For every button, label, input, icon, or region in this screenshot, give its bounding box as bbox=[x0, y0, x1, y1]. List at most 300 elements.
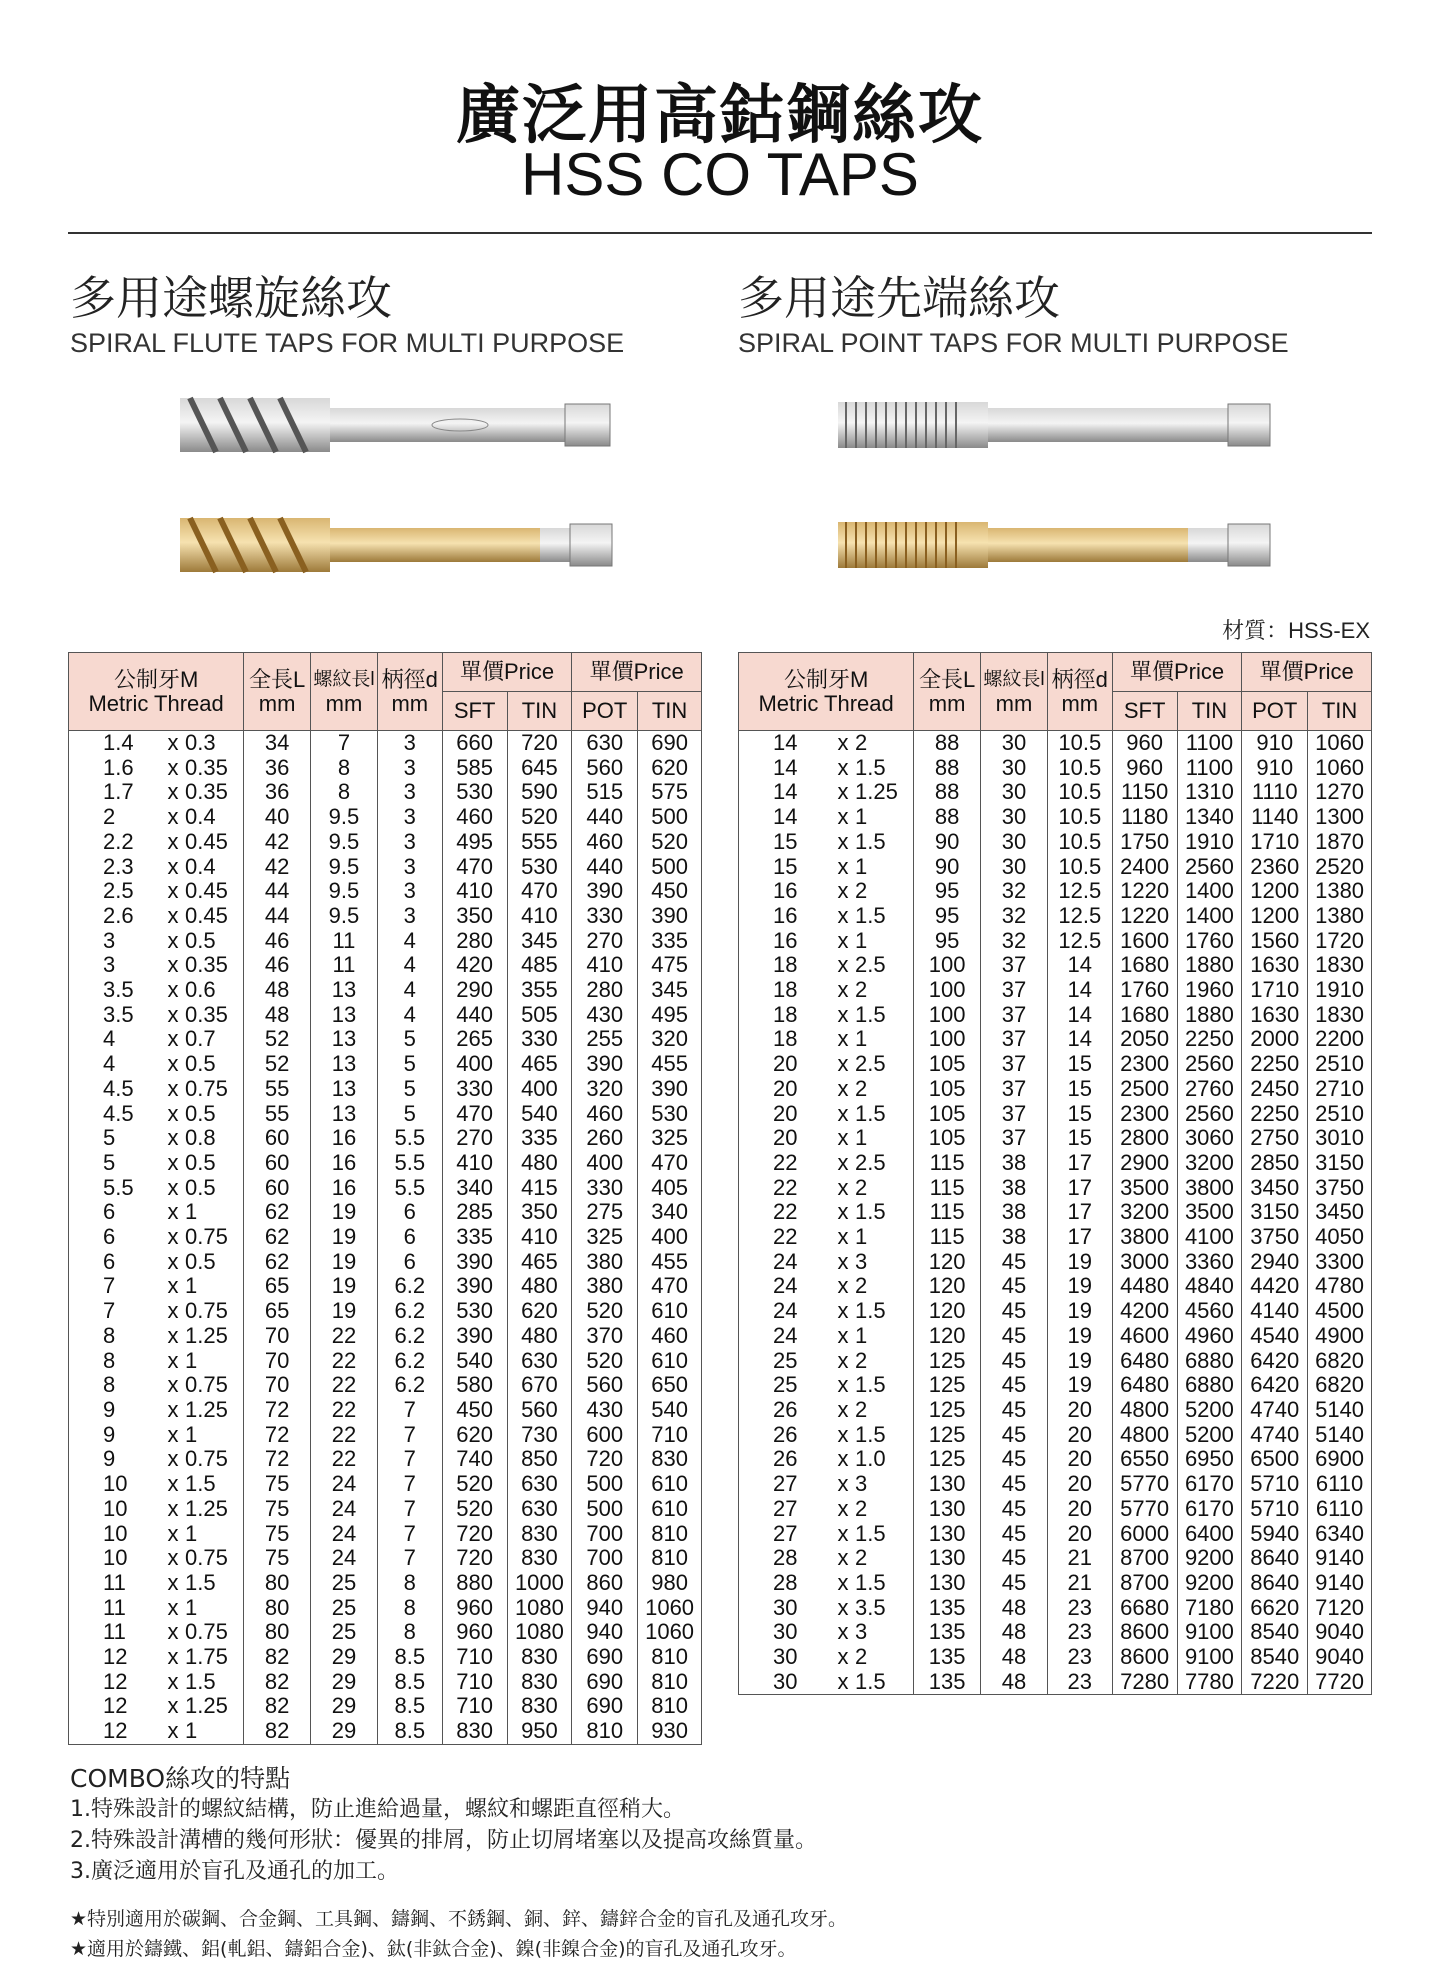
price-sft-cell: 2900 bbox=[1112, 1151, 1177, 1176]
thread-pitch: 2 bbox=[855, 730, 868, 755]
shank-cell: 10.5 bbox=[1047, 731, 1112, 756]
table-row bbox=[739, 1003, 1372, 1028]
table-row bbox=[739, 1052, 1372, 1077]
thread-diameter: 27 bbox=[773, 1472, 798, 1497]
length-cell: 100 bbox=[914, 1003, 981, 1028]
table-row bbox=[69, 1200, 702, 1225]
thread-pitch: 2 bbox=[855, 978, 868, 1003]
price-pot-cell: 8540 bbox=[1242, 1645, 1308, 1670]
col-header-length-unit: mm bbox=[258, 690, 296, 716]
price-pot-cell: 2360 bbox=[1242, 855, 1308, 880]
col-header-tin-1: TIN bbox=[507, 692, 572, 731]
price-tin-cell: 1400 bbox=[1177, 904, 1242, 929]
thread-diameter: 7 bbox=[103, 1274, 116, 1299]
thread-length-cell: 13 bbox=[311, 1027, 378, 1052]
thread-separator: x bbox=[837, 1595, 849, 1620]
shank-cell: 7 bbox=[377, 1398, 442, 1423]
price-sft-cell: 290 bbox=[442, 978, 507, 1003]
price-sft-cell: 530 bbox=[442, 780, 507, 805]
price-tin-cell: 3060 bbox=[1177, 1126, 1242, 1151]
table-row bbox=[739, 1645, 1372, 1670]
thread-pitch: 0.75 bbox=[185, 1447, 228, 1472]
table-row bbox=[69, 1398, 702, 1423]
shank-cell: 20 bbox=[1047, 1398, 1112, 1423]
price-tin-cell: 9100 bbox=[1177, 1620, 1242, 1645]
price-tin-cell: 4100 bbox=[1177, 1225, 1242, 1250]
shank-cell: 3 bbox=[377, 855, 442, 880]
price-pot-cell: 400 bbox=[572, 1151, 638, 1176]
price-pot-cell: 860 bbox=[572, 1571, 638, 1596]
length-cell: 100 bbox=[914, 953, 981, 978]
price-sft-cell: 960 bbox=[442, 1596, 507, 1621]
price-tin-cell: 9100 bbox=[1177, 1645, 1242, 1670]
price-sft-cell: 520 bbox=[442, 1472, 507, 1497]
thread-diameter: 27 bbox=[773, 1496, 798, 1521]
shank-cell: 5 bbox=[377, 1027, 442, 1052]
thread-size-cell bbox=[69, 879, 244, 904]
length-cell: 95 bbox=[914, 904, 981, 929]
length-cell: 60 bbox=[244, 1176, 311, 1201]
thread-pitch: 2 bbox=[855, 1274, 868, 1299]
thread-length-cell: 37 bbox=[981, 1027, 1048, 1052]
length-cell: 105 bbox=[914, 1077, 981, 1102]
table-row bbox=[69, 1003, 702, 1028]
thread-separator: x bbox=[837, 780, 849, 805]
price-tin-cell: 410 bbox=[507, 1225, 572, 1250]
price-tin2-cell: 1380 bbox=[1308, 879, 1372, 904]
price-pot-cell: 5940 bbox=[1242, 1522, 1308, 1547]
thread-separator: x bbox=[167, 1150, 179, 1175]
thread-diameter: 14 bbox=[773, 730, 798, 755]
col-header-thread-length bbox=[981, 653, 1048, 731]
thread-length-cell: 37 bbox=[981, 1003, 1048, 1028]
thread-diameter: 16 bbox=[773, 879, 798, 904]
shank-cell: 19 bbox=[1047, 1373, 1112, 1398]
table-row bbox=[739, 731, 1372, 756]
price-tin2-cell: 610 bbox=[638, 1349, 702, 1374]
thread-length-cell: 16 bbox=[311, 1151, 378, 1176]
price-pot-cell: 1710 bbox=[1242, 830, 1308, 855]
length-cell: 36 bbox=[244, 780, 311, 805]
thread-diameter: 10 bbox=[103, 1472, 128, 1497]
table-row bbox=[739, 1670, 1372, 1695]
price-sft-cell: 1750 bbox=[1112, 830, 1177, 855]
table-row bbox=[739, 1151, 1372, 1176]
thread-pitch: 2 bbox=[855, 1645, 868, 1670]
thread-length-cell: 24 bbox=[311, 1546, 378, 1571]
thread-size-cell bbox=[739, 1003, 914, 1028]
price-pot-cell: 630 bbox=[572, 731, 638, 756]
price-sft-cell: 1680 bbox=[1112, 953, 1177, 978]
shank-cell: 15 bbox=[1047, 1102, 1112, 1127]
thread-size-cell bbox=[69, 1176, 244, 1201]
price-tin-cell: 355 bbox=[507, 978, 572, 1003]
price-sft-cell: 4200 bbox=[1112, 1299, 1177, 1324]
thread-length-cell: 45 bbox=[981, 1571, 1048, 1596]
price-sft-cell: 330 bbox=[442, 1077, 507, 1102]
thread-size-cell bbox=[69, 1398, 244, 1423]
thread-size-cell bbox=[69, 904, 244, 929]
price-pot-cell: 690 bbox=[572, 1694, 638, 1719]
thread-pitch: 1.25 bbox=[185, 1694, 228, 1719]
thread-size-cell bbox=[739, 1225, 914, 1250]
price-pot-cell: 1200 bbox=[1242, 904, 1308, 929]
price-pot-cell: 1630 bbox=[1242, 953, 1308, 978]
price-pot-cell: 810 bbox=[572, 1719, 638, 1744]
shank-cell: 19 bbox=[1047, 1299, 1112, 1324]
thread-pitch: 1 bbox=[855, 928, 868, 953]
table-row bbox=[69, 1324, 702, 1349]
thread-pitch: 1 bbox=[185, 1200, 198, 1225]
price-tin2-cell: 540 bbox=[638, 1398, 702, 1423]
thread-separator: x bbox=[167, 1719, 179, 1744]
feature-item: 2.特殊設計溝槽的幾何形狀：優異的排屑，防止切屑堵塞以及提高攻絲質量。 bbox=[70, 1828, 817, 1853]
price-pot-cell: 560 bbox=[572, 1373, 638, 1398]
price-tin-cell: 4960 bbox=[1177, 1324, 1242, 1349]
thread-length-cell: 9.5 bbox=[311, 879, 378, 904]
price-sft-cell: 1220 bbox=[1112, 904, 1177, 929]
price-tin2-cell: 530 bbox=[638, 1102, 702, 1127]
thread-size-cell bbox=[69, 1497, 244, 1522]
table-row bbox=[69, 1670, 702, 1695]
thread-pitch: 0.5 bbox=[185, 1052, 216, 1077]
thread-diameter: 12 bbox=[103, 1645, 128, 1670]
thread-length-cell: 30 bbox=[981, 830, 1048, 855]
thread-pitch: 1.25 bbox=[855, 780, 898, 805]
length-cell: 42 bbox=[244, 855, 311, 880]
thread-size-cell bbox=[739, 1027, 914, 1052]
price-sft-cell: 8700 bbox=[1112, 1571, 1177, 1596]
thread-size-cell bbox=[739, 1546, 914, 1571]
thread-pitch: 1 bbox=[185, 1274, 198, 1299]
length-cell: 88 bbox=[914, 756, 981, 781]
price-tin-cell: 830 bbox=[507, 1546, 572, 1571]
length-cell: 95 bbox=[914, 929, 981, 954]
thread-size-cell bbox=[69, 1299, 244, 1324]
length-cell: 55 bbox=[244, 1102, 311, 1127]
price-tin2-cell: 3010 bbox=[1308, 1126, 1372, 1151]
table-row bbox=[739, 904, 1372, 929]
price-tin2-cell: 6110 bbox=[1308, 1497, 1372, 1522]
thread-size-cell bbox=[739, 805, 914, 830]
col-header-thread-zh: 公制牙M bbox=[783, 666, 869, 692]
thread-diameter: 22 bbox=[773, 1225, 798, 1250]
shank-cell: 6.2 bbox=[377, 1324, 442, 1349]
length-cell: 125 bbox=[914, 1423, 981, 1448]
thread-separator: x bbox=[167, 1200, 179, 1225]
thread-length-cell: 11 bbox=[311, 929, 378, 954]
thread-pitch: 0.35 bbox=[185, 953, 228, 978]
feature-item: 1.特殊設計的螺紋結構，防止進給過量，螺紋和螺距直徑稍大。 bbox=[70, 1797, 685, 1822]
length-cell: 90 bbox=[914, 830, 981, 855]
spiral-flute-tap-gold-image bbox=[180, 512, 620, 578]
thread-size-cell bbox=[739, 1250, 914, 1275]
shank-cell: 21 bbox=[1047, 1546, 1112, 1571]
thread-length-cell: 22 bbox=[311, 1349, 378, 1374]
thread-pitch: 3 bbox=[855, 1472, 868, 1497]
thread-length-cell: 30 bbox=[981, 756, 1048, 781]
col-header-thread-length-zh: 螺紋長l bbox=[313, 668, 375, 690]
price-pot-cell: 460 bbox=[572, 1102, 638, 1127]
thread-diameter: 3.5 bbox=[103, 978, 134, 1003]
length-cell: 46 bbox=[244, 953, 311, 978]
thread-separator: x bbox=[167, 854, 179, 879]
table-row bbox=[69, 879, 702, 904]
thread-pitch: 3 bbox=[855, 1620, 868, 1645]
length-cell: 120 bbox=[914, 1299, 981, 1324]
table-row bbox=[69, 756, 702, 781]
thread-separator: x bbox=[837, 1397, 849, 1422]
price-pot-cell: 320 bbox=[572, 1077, 638, 1102]
shank-cell: 17 bbox=[1047, 1151, 1112, 1176]
price-sft-cell: 6480 bbox=[1112, 1349, 1177, 1374]
price-tin2-cell: 7720 bbox=[1308, 1670, 1372, 1695]
price-pot-cell: 2850 bbox=[1242, 1151, 1308, 1176]
thread-pitch: 2 bbox=[855, 1496, 868, 1521]
price-pot-cell: 520 bbox=[572, 1299, 638, 1324]
price-tin2-cell: 3150 bbox=[1308, 1151, 1372, 1176]
thread-size-cell bbox=[739, 780, 914, 805]
length-cell: 80 bbox=[244, 1596, 311, 1621]
price-pot-cell: 560 bbox=[572, 756, 638, 781]
shank-cell: 3 bbox=[377, 879, 442, 904]
shank-cell: 7 bbox=[377, 1497, 442, 1522]
table-row bbox=[69, 1126, 702, 1151]
price-sft-cell: 1680 bbox=[1112, 1003, 1177, 1028]
thread-size-cell bbox=[69, 780, 244, 805]
table-row bbox=[69, 731, 702, 756]
thread-length-cell: 13 bbox=[311, 1077, 378, 1102]
price-tin-cell: 850 bbox=[507, 1447, 572, 1472]
table-row bbox=[69, 1027, 702, 1052]
length-cell: 130 bbox=[914, 1522, 981, 1547]
thread-diameter: 10 bbox=[103, 1496, 128, 1521]
thread-diameter: 16 bbox=[773, 928, 798, 953]
length-cell: 75 bbox=[244, 1472, 311, 1497]
price-tin2-cell: 610 bbox=[638, 1299, 702, 1324]
price-sft-cell: 335 bbox=[442, 1225, 507, 1250]
price-tin-cell: 730 bbox=[507, 1423, 572, 1448]
table-row bbox=[69, 1719, 702, 1744]
thread-size-cell bbox=[69, 1620, 244, 1645]
thread-length-cell: 30 bbox=[981, 731, 1048, 756]
thread-size-cell bbox=[739, 855, 914, 880]
price-tin2-cell: 390 bbox=[638, 1077, 702, 1102]
thread-separator: x bbox=[837, 1447, 849, 1472]
table-row bbox=[739, 1620, 1372, 1645]
price-tin-cell: 1080 bbox=[507, 1620, 572, 1645]
table-row bbox=[739, 1250, 1372, 1275]
thread-pitch: 0.5 bbox=[185, 1101, 216, 1126]
price-pot-cell: 690 bbox=[572, 1670, 638, 1695]
thread-separator: x bbox=[167, 780, 179, 805]
length-cell: 120 bbox=[914, 1324, 981, 1349]
thread-separator: x bbox=[167, 1323, 179, 1348]
thread-separator: x bbox=[837, 1521, 849, 1546]
thread-separator: x bbox=[837, 1027, 849, 1052]
thread-diameter: 18 bbox=[773, 978, 798, 1003]
price-pot-cell: 255 bbox=[572, 1027, 638, 1052]
thread-length-cell: 9.5 bbox=[311, 855, 378, 880]
thread-diameter: 30 bbox=[773, 1595, 798, 1620]
thread-diameter: 12 bbox=[103, 1669, 128, 1694]
col-header-thread-length-zh: 螺紋長l bbox=[983, 668, 1045, 690]
thread-size-cell bbox=[739, 953, 914, 978]
thread-diameter: 22 bbox=[773, 1150, 798, 1175]
length-cell: 75 bbox=[244, 1522, 311, 1547]
col-header-shank bbox=[377, 653, 442, 731]
price-pot-cell: 1200 bbox=[1242, 879, 1308, 904]
thread-pitch: 1.5 bbox=[855, 1299, 886, 1324]
col-header-thread-en: Metric Thread bbox=[758, 690, 894, 716]
price-pot-cell: 270 bbox=[572, 929, 638, 954]
thread-separator: x bbox=[837, 730, 849, 755]
price-sft-cell: 960 bbox=[442, 1620, 507, 1645]
thread-separator: x bbox=[837, 1645, 849, 1670]
price-pot-cell: 330 bbox=[572, 904, 638, 929]
thread-pitch: 1.5 bbox=[855, 1373, 886, 1398]
price-tin-cell: 6170 bbox=[1177, 1497, 1242, 1522]
spiral-flute-tap-silver-image bbox=[180, 392, 620, 458]
price-sft-cell: 265 bbox=[442, 1027, 507, 1052]
price-tin-cell: 1100 bbox=[1177, 756, 1242, 781]
thread-separator: x bbox=[167, 1570, 179, 1595]
length-cell: 95 bbox=[914, 879, 981, 904]
thread-length-cell: 25 bbox=[311, 1596, 378, 1621]
price-sft-cell: 280 bbox=[442, 929, 507, 954]
price-tin-cell: 465 bbox=[507, 1250, 572, 1275]
spiral-flute-price-table bbox=[68, 652, 702, 1745]
price-tin2-cell: 470 bbox=[638, 1274, 702, 1299]
table-row bbox=[69, 929, 702, 954]
price-tin2-cell: 1300 bbox=[1308, 805, 1372, 830]
usage-notes bbox=[70, 1904, 847, 1964]
thread-separator: x bbox=[837, 879, 849, 904]
price-tin-cell: 830 bbox=[507, 1670, 572, 1695]
thread-pitch: 0.5 bbox=[185, 1175, 216, 1200]
thread-size-cell bbox=[69, 1522, 244, 1547]
price-tin2-cell: 9040 bbox=[1308, 1620, 1372, 1645]
thread-diameter: 6 bbox=[103, 1200, 116, 1225]
price-tin-cell: 830 bbox=[507, 1694, 572, 1719]
price-tin2-cell: 810 bbox=[638, 1546, 702, 1571]
thread-diameter: 4 bbox=[103, 1052, 116, 1077]
price-sft-cell: 8700 bbox=[1112, 1546, 1177, 1571]
table-row bbox=[739, 1077, 1372, 1102]
thread-separator: x bbox=[837, 1620, 849, 1645]
price-tin-cell: 555 bbox=[507, 830, 572, 855]
thread-diameter: 11 bbox=[103, 1620, 126, 1645]
price-tin2-cell: 1830 bbox=[1308, 953, 1372, 978]
price-tin2-cell: 3750 bbox=[1308, 1176, 1372, 1201]
thread-length-cell: 9.5 bbox=[311, 805, 378, 830]
shank-cell: 20 bbox=[1047, 1497, 1112, 1522]
price-pot-cell: 500 bbox=[572, 1472, 638, 1497]
length-cell: 82 bbox=[244, 1719, 311, 1744]
length-cell: 125 bbox=[914, 1447, 981, 1472]
shank-cell: 5 bbox=[377, 1052, 442, 1077]
length-cell: 90 bbox=[914, 855, 981, 880]
price-tin-cell: 645 bbox=[507, 756, 572, 781]
col-header-thread bbox=[69, 653, 244, 731]
table-row bbox=[739, 1472, 1372, 1497]
thread-length-cell: 37 bbox=[981, 1077, 1048, 1102]
shank-cell: 20 bbox=[1047, 1522, 1112, 1547]
thread-diameter: 18 bbox=[773, 953, 798, 978]
shank-cell: 3 bbox=[377, 830, 442, 855]
shank-cell: 6.2 bbox=[377, 1373, 442, 1398]
price-pot-cell: 910 bbox=[1242, 756, 1308, 781]
shank-cell: 3 bbox=[377, 805, 442, 830]
section-subtitle-spiral-point: SPIRAL POINT TAPS FOR MULTI PURPOSE bbox=[738, 328, 1289, 358]
price-tin-cell: 630 bbox=[507, 1472, 572, 1497]
length-cell: 70 bbox=[244, 1349, 311, 1374]
thread-pitch: 2 bbox=[855, 1348, 868, 1373]
price-tin-cell: 415 bbox=[507, 1176, 572, 1201]
length-cell: 42 bbox=[244, 830, 311, 855]
price-sft-cell: 2050 bbox=[1112, 1027, 1177, 1052]
col-header-length bbox=[914, 653, 981, 731]
shank-cell: 3 bbox=[377, 780, 442, 805]
price-pot-cell: 500 bbox=[572, 1497, 638, 1522]
thread-separator: x bbox=[837, 903, 849, 928]
length-cell: 44 bbox=[244, 904, 311, 929]
thread-length-cell: 38 bbox=[981, 1225, 1048, 1250]
price-sft-cell: 410 bbox=[442, 879, 507, 904]
thread-diameter: 10 bbox=[103, 1546, 128, 1571]
thread-pitch: 1 bbox=[185, 1595, 198, 1620]
table-row bbox=[69, 1423, 702, 1448]
thread-pitch: 0.4 bbox=[185, 805, 216, 830]
price-pot-cell: 8640 bbox=[1242, 1546, 1308, 1571]
price-pot-cell: 910 bbox=[1242, 731, 1308, 756]
price-tin2-cell: 1060 bbox=[1308, 731, 1372, 756]
thread-separator: x bbox=[837, 1472, 849, 1497]
table-row bbox=[69, 1225, 702, 1250]
thread-separator: x bbox=[167, 730, 179, 755]
thread-length-cell: 19 bbox=[311, 1250, 378, 1275]
material-label: 材質：HSS-EX bbox=[1222, 618, 1370, 643]
thread-size-cell bbox=[69, 1151, 244, 1176]
length-cell: 55 bbox=[244, 1077, 311, 1102]
price-sft-cell: 7280 bbox=[1112, 1670, 1177, 1695]
shank-cell: 7 bbox=[377, 1522, 442, 1547]
price-pot-cell: 2940 bbox=[1242, 1250, 1308, 1275]
thread-diameter: 3 bbox=[103, 953, 116, 978]
length-cell: 52 bbox=[244, 1052, 311, 1077]
col-header-price-1: 單價Price bbox=[442, 653, 572, 692]
thread-diameter: 8 bbox=[103, 1373, 116, 1398]
length-cell: 65 bbox=[244, 1299, 311, 1324]
thread-separator: x bbox=[167, 1422, 179, 1447]
price-tin2-cell: 450 bbox=[638, 879, 702, 904]
thread-size-cell bbox=[69, 1077, 244, 1102]
price-pot-cell: 4140 bbox=[1242, 1299, 1308, 1324]
shank-cell: 19 bbox=[1047, 1274, 1112, 1299]
col-header-length bbox=[244, 653, 311, 731]
length-cell: 135 bbox=[914, 1645, 981, 1670]
thread-pitch: 0.35 bbox=[185, 755, 228, 780]
shank-cell: 15 bbox=[1047, 1126, 1112, 1151]
price-tin-cell: 590 bbox=[507, 780, 572, 805]
thread-size-cell bbox=[69, 1102, 244, 1127]
shank-cell: 5 bbox=[377, 1102, 442, 1127]
price-pot-cell: 3150 bbox=[1242, 1200, 1308, 1225]
table-row bbox=[739, 1126, 1372, 1151]
table-row bbox=[739, 1349, 1372, 1374]
price-tin-cell: 6170 bbox=[1177, 1472, 1242, 1497]
thread-separator: x bbox=[837, 1200, 849, 1225]
